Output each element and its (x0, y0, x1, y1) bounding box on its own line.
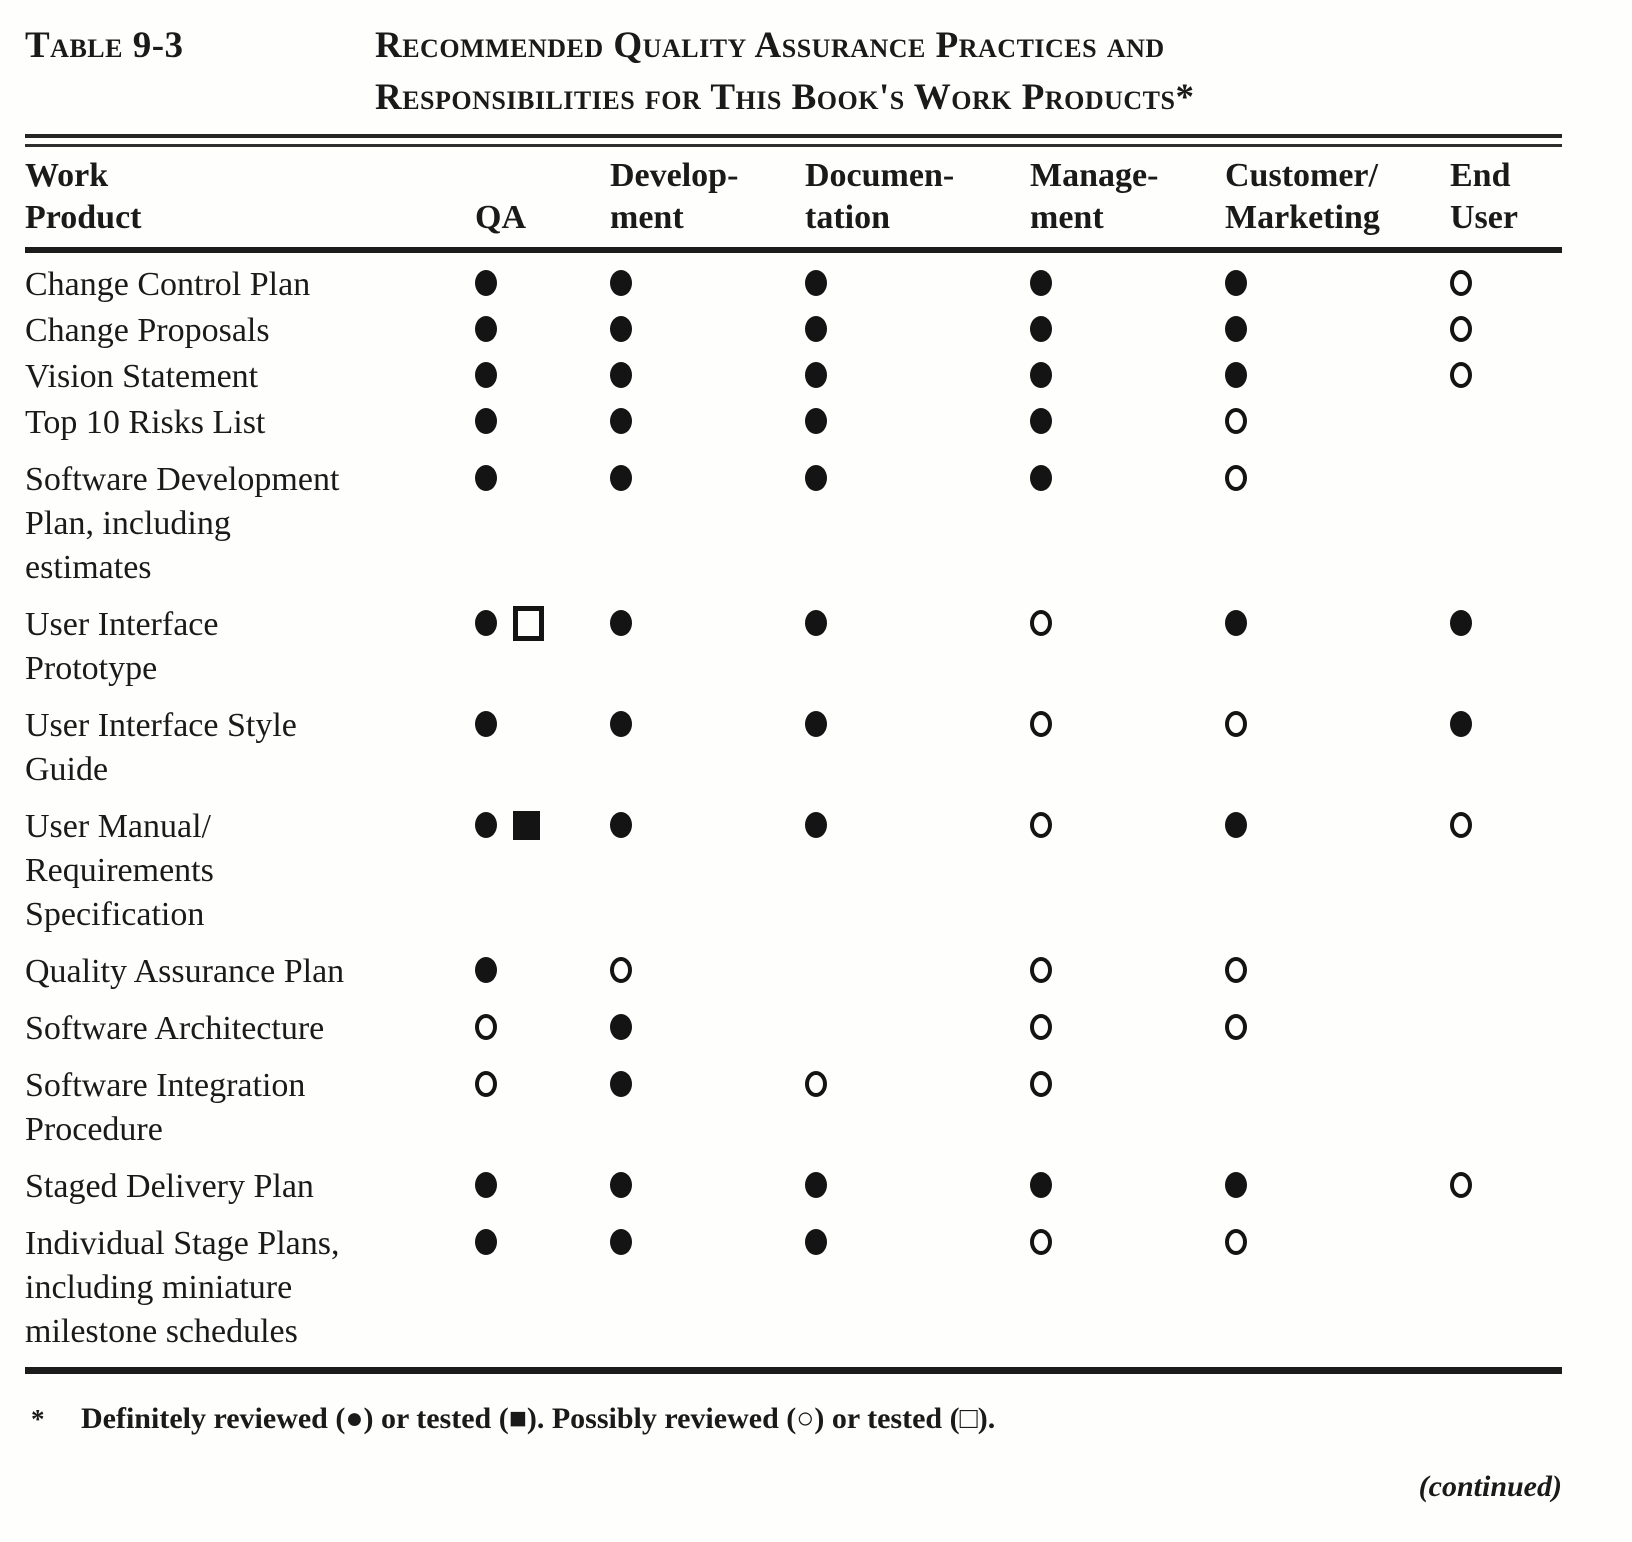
definitely-reviewed-icon (610, 812, 632, 838)
work-product-label: Software Development Plan, including estimates (25, 461, 340, 586)
documentation-cell (805, 805, 1030, 937)
definitely-tested-icon (513, 811, 540, 840)
definitely-reviewed-icon (610, 1071, 632, 1097)
management-cell (1030, 950, 1225, 994)
possibly-reviewed-icon (1450, 316, 1472, 342)
work-product-label: Top 10 Risks List (25, 404, 266, 441)
definitely-reviewed-icon (805, 465, 827, 491)
management-cell (1030, 309, 1225, 353)
table-top-rule (25, 134, 1562, 147)
qa-cell (475, 1007, 610, 1051)
definitely-reviewed-icon (1225, 316, 1247, 342)
possibly-reviewed-icon (1225, 408, 1247, 434)
customer-marketing-cell (1225, 309, 1450, 353)
definitely-reviewed-icon (475, 1172, 497, 1198)
definitely-reviewed-icon (1450, 711, 1472, 737)
possibly-reviewed-icon (1450, 270, 1472, 296)
table-row (25, 950, 1562, 994)
qa-cell (475, 401, 610, 445)
end-user-cell (1450, 1222, 1562, 1354)
table-row (25, 263, 1562, 307)
footnote-marker: * (31, 1404, 45, 1434)
definitely-reviewed-icon (1030, 316, 1052, 342)
development-cell (610, 1064, 805, 1152)
definitely-reviewed-icon (475, 270, 497, 296)
definitely-reviewed-icon (805, 1229, 827, 1255)
end-user-cell (1450, 603, 1562, 691)
qa-cell (475, 458, 610, 590)
customer-marketing-cell (1225, 458, 1450, 590)
table-row (25, 704, 1562, 792)
continued-note: (continued) (1418, 1470, 1562, 1503)
definitely-reviewed-icon (1030, 362, 1052, 388)
management-cell (1030, 458, 1225, 590)
definitely-reviewed-icon (1225, 610, 1247, 636)
end-user-cell (1450, 1007, 1562, 1051)
table-row (25, 309, 1562, 353)
qa-cell (475, 263, 610, 307)
definitely-reviewed-icon (610, 316, 632, 342)
management-cell (1030, 1007, 1225, 1051)
table-row (25, 603, 1562, 691)
customer-marketing-cell (1225, 401, 1450, 445)
documentation-cell (805, 950, 1030, 994)
customer-marketing-cell (1225, 355, 1450, 399)
definitely-reviewed-icon (1225, 812, 1247, 838)
footnote (25, 1400, 1562, 1438)
end-user-cell (1450, 805, 1562, 937)
documentation-cell (805, 458, 1030, 590)
customer-marketing-cell (1225, 1165, 1450, 1209)
definitely-reviewed-icon (1030, 408, 1052, 434)
management-cell (1030, 401, 1225, 445)
development-cell (610, 704, 805, 792)
possibly-reviewed-icon (475, 1071, 497, 1097)
customer-marketing-cell (1225, 1064, 1450, 1152)
end-user-cell (1450, 401, 1562, 445)
definitely-reviewed-icon (1030, 465, 1052, 491)
possibly-reviewed-icon (1030, 1014, 1052, 1040)
management-cell (1030, 1064, 1225, 1152)
definitely-reviewed-icon (1030, 1172, 1052, 1198)
work-product-label: Software Architecture (25, 1010, 325, 1047)
definitely-reviewed-icon (1225, 1172, 1247, 1198)
table-body (25, 253, 1562, 1354)
documentation-cell (805, 1007, 1030, 1051)
definitely-reviewed-icon (610, 1229, 632, 1255)
possibly-reviewed-icon (805, 1071, 827, 1097)
possibly-reviewed-icon (1225, 957, 1247, 983)
possibly-reviewed-icon (1225, 711, 1247, 737)
work-product-label: User Interface Style Guide (25, 707, 297, 788)
definitely-reviewed-icon (610, 610, 632, 636)
definitely-reviewed-icon (805, 1172, 827, 1198)
table-row (25, 1222, 1562, 1354)
end-user-cell (1450, 704, 1562, 792)
column-header-management: Manage- ment (1030, 157, 1159, 236)
definitely-reviewed-icon (475, 362, 497, 388)
development-cell (610, 355, 805, 399)
documentation-cell (805, 704, 1030, 792)
work-product-label: User Interface Prototype (25, 606, 219, 687)
documentation-cell (805, 309, 1030, 353)
definitely-reviewed-icon (1225, 270, 1247, 296)
qa-cell (475, 309, 610, 353)
table-title-line2: Responsibilities for This Book's Work Products* (375, 77, 1195, 118)
possibly-reviewed-icon (1030, 957, 1052, 983)
documentation-cell (805, 401, 1030, 445)
column-header-customer-marketing: Customer/ Marketing (1225, 157, 1380, 236)
definitely-reviewed-icon (610, 408, 632, 434)
qa-cell (475, 1165, 610, 1209)
table-bottom-rule (25, 1367, 1562, 1374)
table-number: Table 9-3 (25, 25, 184, 66)
definitely-reviewed-icon (610, 1014, 632, 1040)
end-user-cell (1450, 458, 1562, 590)
development-cell (610, 805, 805, 937)
column-header-work-product: Work Product (25, 157, 142, 236)
qa-cell (475, 1222, 610, 1354)
management-cell (1030, 704, 1225, 792)
definitely-reviewed-icon (475, 812, 497, 838)
qa-cell (475, 805, 610, 937)
column-header-documentation: Documen- tation (805, 157, 955, 236)
customer-marketing-cell (1225, 1007, 1450, 1051)
table-row (25, 458, 1562, 590)
development-cell (610, 950, 805, 994)
definitely-reviewed-icon (610, 1172, 632, 1198)
development-cell (610, 458, 805, 590)
documentation-cell (805, 1064, 1030, 1152)
customer-marketing-cell (1225, 603, 1450, 691)
development-cell (610, 309, 805, 353)
table-row (25, 1064, 1562, 1152)
development-cell (610, 1007, 805, 1051)
documentation-cell (805, 355, 1030, 399)
documentation-cell (805, 263, 1030, 307)
management-cell (1030, 1222, 1225, 1354)
customer-marketing-cell (1225, 950, 1450, 994)
management-cell (1030, 263, 1225, 307)
possibly-reviewed-icon (1030, 812, 1052, 838)
possibly-reviewed-icon (1030, 711, 1052, 737)
definitely-reviewed-icon (805, 408, 827, 434)
development-cell (610, 1222, 805, 1354)
possibly-reviewed-icon (1030, 610, 1052, 636)
definitely-reviewed-icon (475, 957, 497, 983)
definitely-reviewed-icon (475, 711, 497, 737)
management-cell (1030, 355, 1225, 399)
definitely-reviewed-icon (475, 465, 497, 491)
possibly-reviewed-icon (475, 1014, 497, 1040)
definitely-reviewed-icon (805, 711, 827, 737)
qa-cell (475, 950, 610, 994)
documentation-cell (805, 1165, 1030, 1209)
definitely-reviewed-icon (1225, 362, 1247, 388)
table-row (25, 355, 1562, 399)
definitely-reviewed-icon (805, 610, 827, 636)
definitely-reviewed-icon (610, 362, 632, 388)
possibly-reviewed-icon (1030, 1071, 1052, 1097)
definitely-reviewed-icon (475, 1229, 497, 1255)
possibly-reviewed-icon (1450, 1172, 1472, 1198)
work-product-label: Change Proposals (25, 312, 270, 349)
end-user-cell (1450, 950, 1562, 994)
customer-marketing-cell (1225, 805, 1450, 937)
documentation-cell (805, 1222, 1030, 1354)
possibly-reviewed-icon (1450, 812, 1472, 838)
end-user-cell (1450, 309, 1562, 353)
footnote-text: Definitely reviewed (●) or tested (■). Possibly reviewed (○) or tested (□). (81, 1402, 996, 1435)
table-row (25, 401, 1562, 445)
qa-cell (475, 355, 610, 399)
column-header-development: Develop- ment (610, 157, 739, 236)
customer-marketing-cell (1225, 704, 1450, 792)
table-header-row (25, 147, 1562, 247)
work-product-label: Quality Assurance Plan (25, 953, 345, 990)
development-cell (610, 603, 805, 691)
table-row (25, 805, 1562, 937)
table-row (25, 1165, 1562, 1209)
management-cell (1030, 1165, 1225, 1209)
definitely-reviewed-icon (1450, 610, 1472, 636)
definitely-reviewed-icon (610, 270, 632, 296)
management-cell (1030, 603, 1225, 691)
possibly-reviewed-icon (1030, 1229, 1052, 1255)
possibly-reviewed-icon (610, 957, 632, 983)
table-row (25, 1007, 1562, 1051)
development-cell (610, 263, 805, 307)
possibly-reviewed-icon (1225, 1014, 1247, 1040)
possibly-reviewed-icon (1225, 465, 1247, 491)
qa-cell (475, 1064, 610, 1152)
documentation-cell (805, 603, 1030, 691)
customer-marketing-cell (1225, 263, 1450, 307)
work-product-label: Change Control Plan (25, 266, 311, 303)
development-cell (610, 1165, 805, 1209)
table-title (375, 20, 1562, 124)
qa-cell (475, 603, 610, 691)
definitely-reviewed-icon (805, 362, 827, 388)
column-header-end-user: End User (1450, 157, 1518, 236)
table-title-line1: Recommended Quality Assurance Practices and (375, 25, 1165, 66)
definitely-reviewed-icon (1030, 270, 1052, 296)
table-caption (25, 20, 1562, 124)
definitely-reviewed-icon (610, 711, 632, 737)
end-user-cell (1450, 1165, 1562, 1209)
column-header-qa: QA (475, 199, 526, 236)
possibly-tested-icon (513, 606, 544, 641)
end-user-cell (1450, 355, 1562, 399)
work-product-label: Staged Delivery Plan (25, 1168, 314, 1205)
possibly-reviewed-icon (1225, 1229, 1247, 1255)
definitely-reviewed-icon (805, 812, 827, 838)
definitely-reviewed-icon (475, 408, 497, 434)
definitely-reviewed-icon (610, 465, 632, 491)
development-cell (610, 401, 805, 445)
end-user-cell (1450, 1064, 1562, 1152)
work-product-label: User Manual/ Requirements Specification (25, 808, 214, 933)
management-cell (1030, 805, 1225, 937)
end-user-cell (1450, 263, 1562, 307)
customer-marketing-cell (1225, 1222, 1450, 1354)
definitely-reviewed-icon (475, 316, 497, 342)
work-product-label: Software Integration Procedure (25, 1067, 306, 1148)
definitely-reviewed-icon (475, 610, 497, 636)
work-product-label: Vision Statement (25, 358, 259, 395)
work-product-label: Individual Stage Plans, including miniature milestone schedules (25, 1225, 340, 1350)
qa-cell (475, 704, 610, 792)
definitely-reviewed-icon (805, 316, 827, 342)
definitely-reviewed-icon (805, 270, 827, 296)
possibly-reviewed-icon (1450, 362, 1472, 388)
